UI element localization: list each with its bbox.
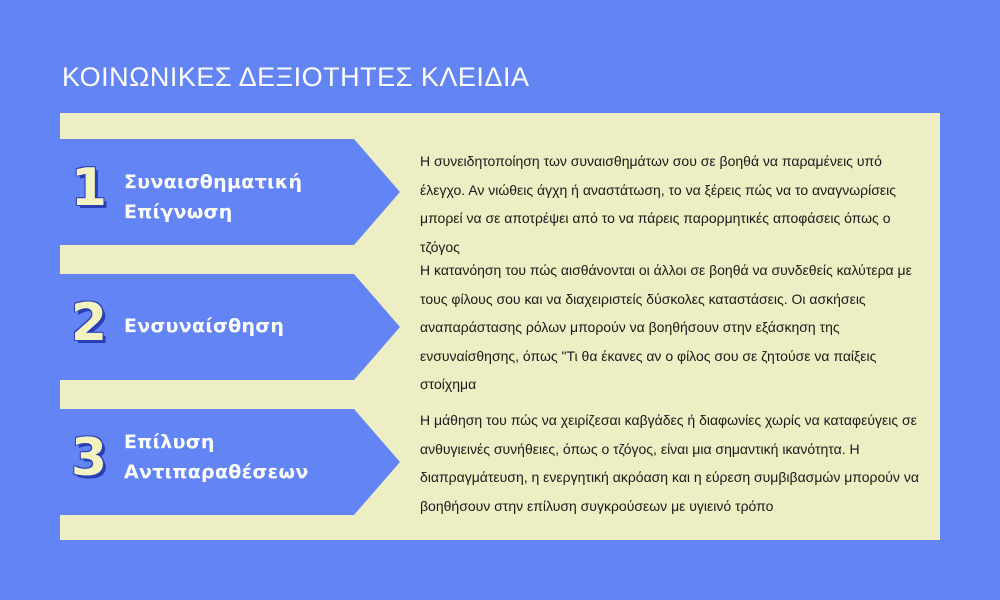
item-2-description: Η κατανόηση του πώς αισθάνονται οι άλλοι σε βοηθά να συνδεθείς καλύτερα με τους φίλους σου και να διαχειριστείς δύσκολες καταστάσεις. Οι ασκήσεις αναπαράστασης ρόλων μπορούν να βοηθήσουν στην εξάσκηση της ενσυναίσθησης, όπως "Τι θα έκανες αν ο φίλος σου σε ζητούσε να παίξεις στοίχημα xyxy=(420,262,912,392)
item-3-label: Επίλυση Αντιπαραθέσεων xyxy=(124,431,309,483)
item-1-number: 1 xyxy=(70,158,108,218)
item-3-number: 3 xyxy=(70,428,108,488)
page-title: ΚΟΙΝΩΝΙΚΕΣ ΔΕΞΙΟΤΗΤΕΣ ΚΛΕΙΔΙΑ xyxy=(62,62,530,92)
item-1-label: Συναισθηματική Επίγνωση xyxy=(124,171,303,223)
item-2-number: 2 xyxy=(70,293,108,353)
item-1-description: Η συνειδητοποίηση των συναισθημάτων σου σε βοηθά να παραμένεις υπό έλεγχο. Αν νιώθεις άγχη ή αναστάτωση, το να ξέρεις πώς να το αναγνωρίσεις μπορεί να σε αποτρέψει από το να πάρεις παρορμητικές αποφάσεις όπως ο τζόγος xyxy=(420,153,896,255)
item-2-label: Ενσυναίσθηση xyxy=(124,315,285,337)
item-3-description: Η μάθηση του πώς να χειρίζεσαι καβγάδες ή διαφωνίες χωρίς να καταφεύγεις σε ανθυγιεινές συνήθειες, όπως ο τζόγος, είναι μια σημαντική ικανότητα. Η διαπραγμάτευση, η ενεργητική ακρόαση και η εύρεση συμβιβασμών μπορούν να βοηθήσουν στην επίλυση συγκρούσεων με υγιεινό τρόπο xyxy=(420,412,919,514)
